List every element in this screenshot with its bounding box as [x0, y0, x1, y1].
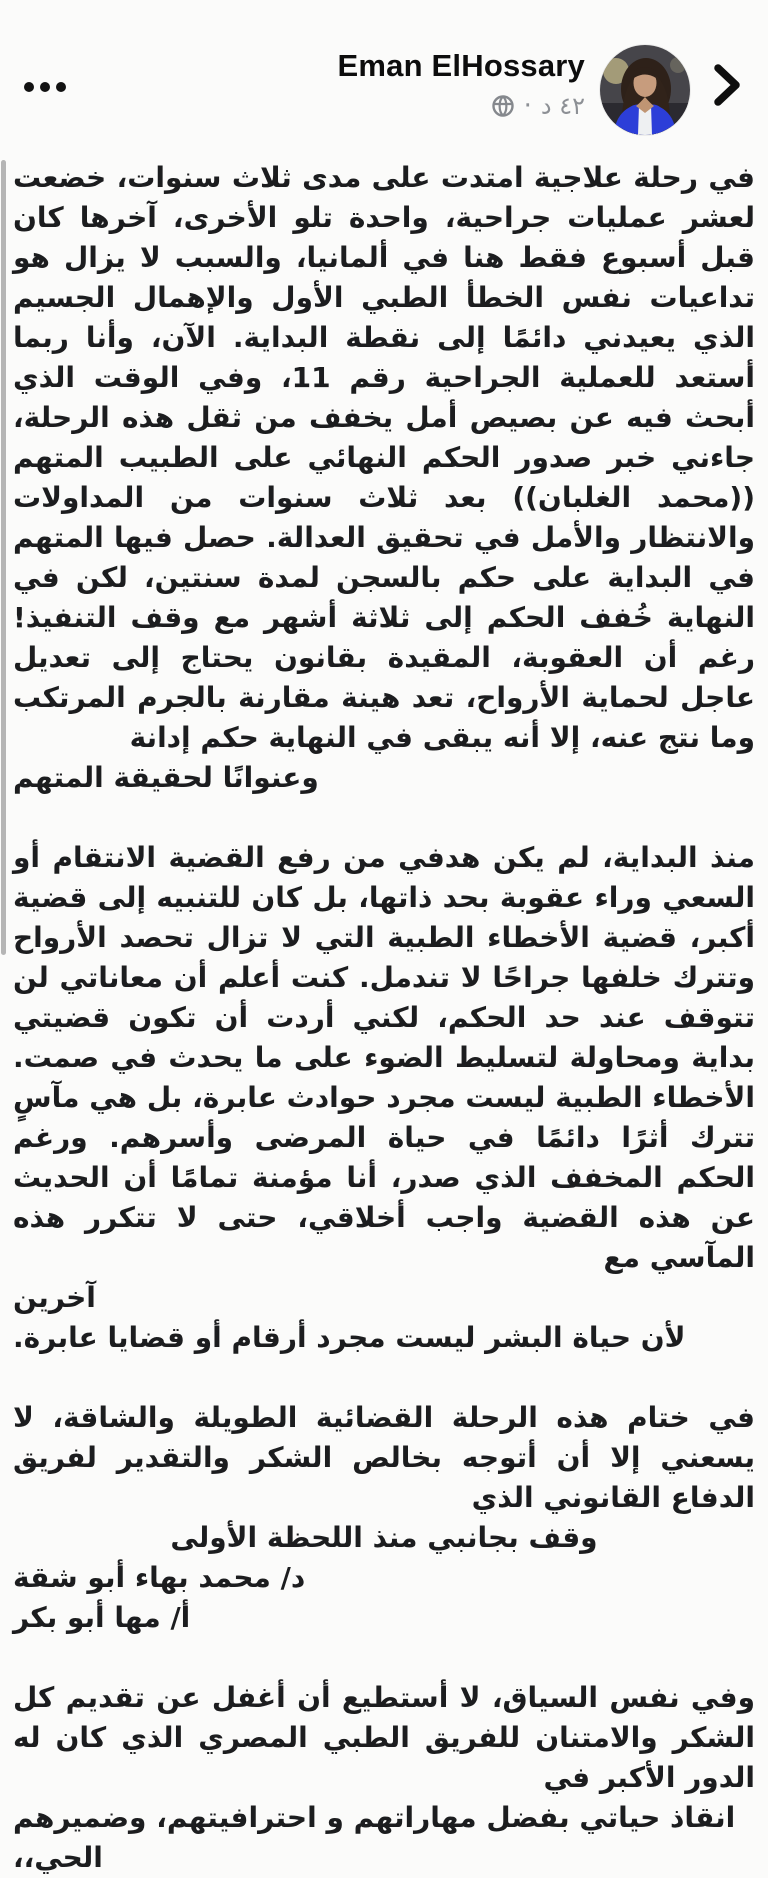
- avatar-photo: [600, 45, 690, 135]
- meta-separator: ·: [523, 91, 532, 121]
- post-paragraph: في رحلة علاجية امتدت على مدى ثلاث سنوات، خضعت لعشر عمليات جراحية، واحدة تلو الأخرى، آخرها كان قبل أسبوع فقط هنا في ألمانيا، والسبب لا يزال هو تداعيات نفس الخطأ الطبي الأول والإهمال الجسيم الذي يعيدني دائمًا إلى نقطة البداية. الآن، وأنا ربما أستعد للعملية الجراحية رقم 11، وفي الوقت الذي أبحث فيه عن بصيص أمل يخفف من ثقل هذه الرحلة، جاءني خبر صدور الحكم النهائي على الطبيب المتهم ((محمد الغلبان)) بعد ثلاث سنوات من المداولات والانتظار والأمل في تحقيق العدالة. حصل فيها المتهم في البداية على حكم بالسجن لمدة سنتين، لكن في النهاية خُفف الحكم إلى ثلاثة أشهر مع وقف التنفيذ! رغم أن العقوبة، المقيدة بقانون يحتاج إلى تعديل عاجل لحماية الأرواح، تعد هينة مقارنة بالجرم المرتكب وما نتج عنه، إلا أنه يبقى في النهاية حكم إدانة: [13, 161, 755, 754]
- post-paragraph: وعنوانًا لحقيقة المتهم: [13, 761, 319, 794]
- dot: [56, 82, 66, 92]
- dot: [24, 82, 34, 92]
- post-meta: [338, 92, 585, 120]
- post-paragraph: منذ البداية، لم يكن هدفي من رفع القضية الانتقام أو السعي وراء عقوبة بحد ذاتها، بل كان للتنبيه إلى قضية أكبر، قضية الأخطاء الطبية التي لا تزال تحصد الأرواح وتترك خلفها جراحًا لا تندمل. كنت أعلم أن معاناتي لن تتوقف عند حد الحكم، لكني أردت أن تكون قضيتي بداية ومحاولة لتسليط الضوء على ما يحدث في صمت. الأخطاء الطبية ليست مجرد حوادث عابرة، بل هي مآسٍ تترك أثرًا دائمًا في حياة المرضى وأسرهم. ورغم الحكم المخفف الذي صدر، أنا مؤمنة تمامًا أن الحديث عن هذه القضية واجب أخلاقي، حتى لا تتكرر هذه المآسي مع: [13, 841, 755, 1274]
- post-options-icon[interactable]: [24, 82, 66, 92]
- post-paragraph: أ/ مها أبو بكر: [13, 1601, 191, 1634]
- author-name[interactable]: Eman ElHossary: [337, 48, 585, 83]
- post-paragraph: وقف بجانبي منذ اللحظة الأولى: [170, 1521, 598, 1554]
- avatar[interactable]: [600, 45, 690, 135]
- globe-privacy-icon: [491, 94, 515, 118]
- post-paragraph: د/ محمد بهاء أبو شقة: [13, 1561, 306, 1594]
- post-paragraph: وفي نفس السياق، لا أستطيع أن أغفل عن تقديم كل الشكر والامتنان للفريق الطبي المصري الذي كان له الدور الأكبر في: [13, 1681, 755, 1794]
- post-header: [0, 0, 768, 150]
- post-paragraph: لأن حياة البشر ليست مجرد أرقام أو قضايا عابرة.: [13, 1321, 686, 1354]
- chevron-right-icon[interactable]: [712, 62, 742, 108]
- post-timestamp: ٤٢ د: [540, 92, 585, 120]
- author-identity: [338, 48, 585, 120]
- post-paragraph: انقاذ حياتي بفضل مهاراتهم و احترافيتهم، وضميرهم الحي،،: [13, 1801, 736, 1874]
- post-body: [0, 158, 768, 1878]
- post-paragraph: آخرين: [13, 1281, 96, 1314]
- dot: [40, 82, 50, 92]
- post-paragraph: في ختام هذه الرحلة القضائية الطويلة والشاقة، لا يسعني إلا أن أتوجه بخالص الشكر والتقدير لفريق الدفاع القانوني الذي: [13, 1401, 755, 1514]
